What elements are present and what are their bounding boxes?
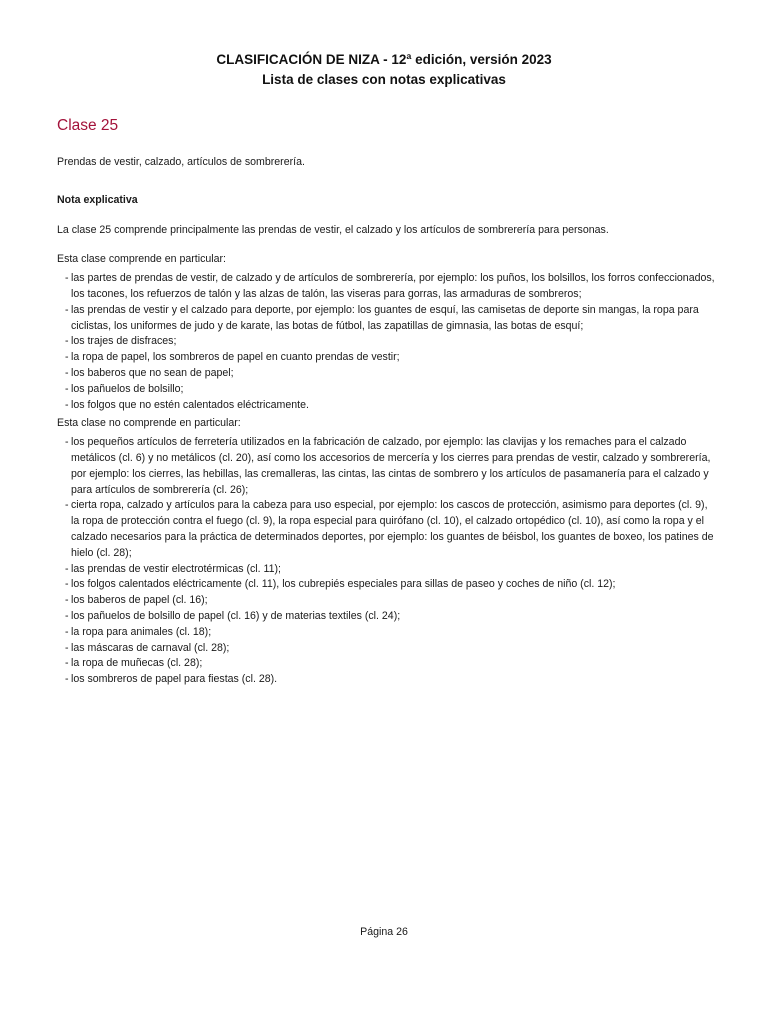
no-comprende-item	[65, 435, 717, 498]
list-dash: -	[65, 382, 69, 395]
no-comprende-intro: Esta clase no comprende en particular:	[57, 417, 241, 430]
comprende-item-text: las partes de prendas de vestir, de calzado y de artículos de sombrerería, por ejemplo: los puños, los bolsillos, los forros confeccionados, los tacones, los refuerzos de talón y las alzas de talón, las viseras para gorras, las armaduras de sombreros;	[71, 272, 715, 300]
comprende-item	[65, 398, 717, 414]
no-comprende-item-text: cierta ropa, calzado y artículos para la cabeza para uso especial, por ejemplo: los cascos de protección, asimismo para deportes (cl. 9), la ropa de protección contra el fuego (cl. 9), la ropa especial para quirófano (cl. 10), el calzado ortopédico (cl. 10), así como la ropa y el calzado necesarios para la práctica de determinados deportes, por ejemplo: los guantes de béisbol, los guantes de boxeo, los patines de hielo (cl. 28);	[71, 499, 714, 559]
no-comprende-item-text: la ropa de muñecas (cl. 28);	[71, 657, 203, 670]
no-comprende-item-text: la ropa para animales (cl. 18);	[71, 625, 212, 638]
list-dash: -	[65, 335, 69, 348]
comprende-list	[57, 271, 717, 413]
no-comprende-item	[65, 625, 717, 641]
class-content	[57, 155, 717, 688]
list-dash: -	[65, 272, 69, 285]
no-comprende-item	[65, 562, 717, 578]
no-comprende-item	[65, 609, 717, 625]
no-comprende-item	[65, 672, 717, 688]
header-title: CLASIFICACIÓN DE NIZA - 12ª edición, versión 2023	[216, 52, 552, 67]
comprende-item-text: los pañuelos de bolsillo;	[71, 382, 184, 395]
page-number: Página 26	[360, 926, 408, 938]
list-dash: -	[65, 562, 69, 575]
list-dash: -	[65, 499, 69, 512]
no-comprende-item	[65, 656, 717, 672]
list-dash: -	[65, 303, 69, 316]
list-dash: -	[65, 625, 69, 638]
list-dash: -	[65, 657, 69, 670]
class-title: Clase 25	[57, 117, 119, 134]
comprende-item-text: los trajes de disfraces;	[71, 335, 177, 348]
list-dash: -	[65, 436, 69, 449]
comprende-item	[65, 334, 717, 350]
list-dash: -	[65, 366, 69, 379]
comprende-item-text: los baberos que no sean de papel;	[71, 366, 234, 379]
no-comprende-item-text: los folgos calentados eléctricamente (cl. 11), los cubrepiés especiales para sillas de paseo y coches de niño (cl. 12);	[71, 578, 616, 591]
comprende-item-text: las prendas de vestir y el calzado para deporte, por ejemplo: los guantes de esquí, las camisetas de deporte sin mangas, la ropa para ciclistas, los uniformes de judo y de karate, las botas de fútbol, las zapatillas de gimnasia, las botas de esquí;	[71, 303, 699, 332]
no-comprende-list	[57, 435, 717, 688]
list-dash: -	[65, 641, 69, 654]
no-comprende-item	[65, 641, 717, 657]
no-comprende-item-text: los sombreros de papel para fiestas (cl. 28).	[71, 673, 278, 686]
nota-heading: Nota explicativa	[57, 193, 138, 206]
no-comprende-item	[65, 498, 717, 561]
header-subtitle: Lista de clases con notas explicativas	[262, 72, 506, 87]
list-dash: -	[65, 673, 69, 686]
comprende-item	[65, 271, 717, 303]
no-comprende-item-text: los pañuelos de bolsillo de papel (cl. 16) y de materias textiles (cl. 24);	[71, 609, 401, 622]
comprende-item-text: la ropa de papel, los sombreros de papel en cuanto prendas de vestir;	[71, 351, 400, 364]
nota-text: La clase 25 comprende principalmente las prendas de vestir, el calzado y los artículos de sombrerería para personas.	[57, 223, 609, 236]
comprende-intro: Esta clase comprende en particular:	[57, 253, 226, 266]
no-comprende-item	[65, 593, 717, 609]
comprende-item	[65, 350, 717, 366]
comprende-item	[65, 366, 717, 382]
comprende-item-text: los folgos que no estén calentados eléctricamente.	[71, 398, 309, 411]
class-description: Prendas de vestir, calzado, artículos de sombrerería.	[57, 156, 305, 168]
list-dash: -	[65, 578, 69, 591]
list-dash: -	[65, 609, 69, 622]
no-comprende-item-text: los baberos de papel (cl. 16);	[71, 594, 208, 607]
no-comprende-item-text: los pequeños artículos de ferretería utilizados en la fabricación de calzado, por ejemplo: las clavijas y los remaches para el calzado metálicos (cl. 6) y no metálicos (cl. 20), así como los accesorios de mercería y los cierres para prendas de vestir, calzado y sombrerería, por ejemplo: los cierres, las hebillas, las cremalleras, las cintas, las cintas de sombrero y los artículos de pasamanería para el calzado y para artículos de sombrerería (cl. 26);	[71, 436, 711, 496]
list-dash: -	[65, 398, 69, 411]
comprende-item	[65, 303, 717, 335]
no-comprende-item-text: las máscaras de carnaval (cl. 28);	[71, 641, 230, 654]
list-dash: -	[65, 351, 69, 364]
no-comprende-item	[65, 577, 717, 593]
document-header	[0, 50, 768, 90]
no-comprende-item-text: las prendas de vestir electrotérmicas (cl. 11);	[71, 562, 281, 575]
list-dash: -	[65, 594, 69, 607]
comprende-item	[65, 382, 717, 398]
